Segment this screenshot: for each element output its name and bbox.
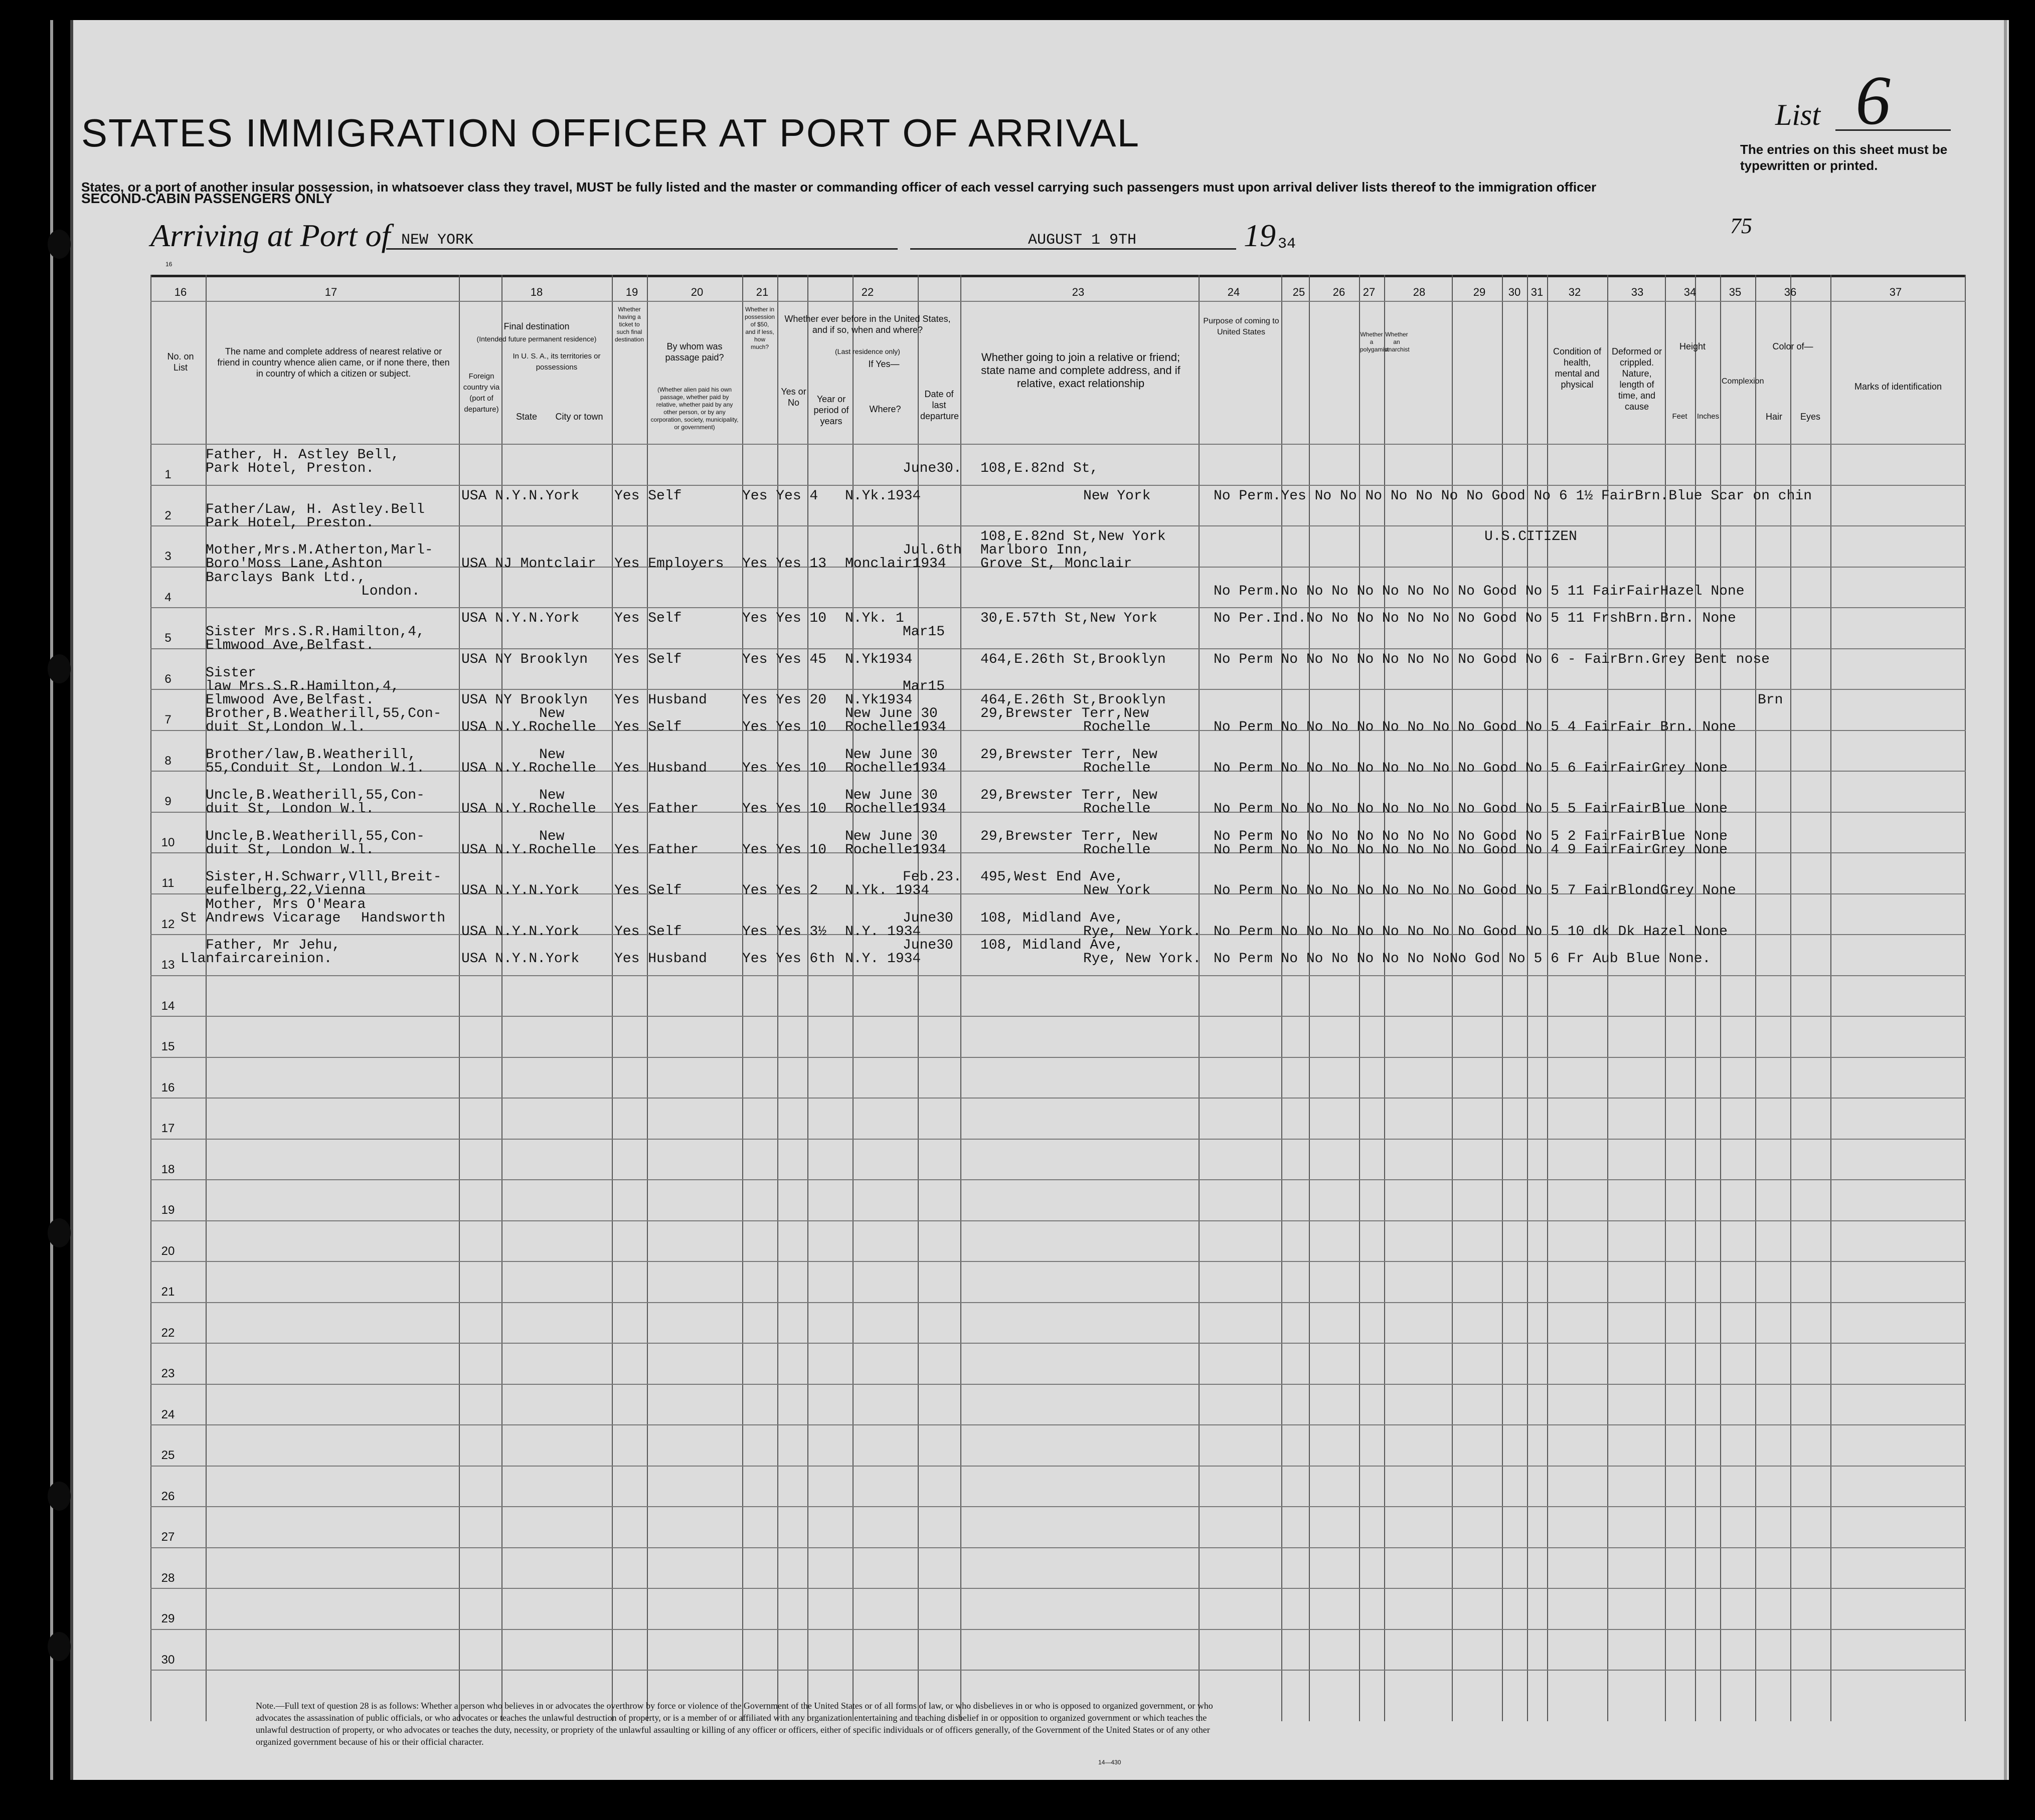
header-condition: Condition of health, mental and physical xyxy=(1553,346,1602,390)
entry-poss: Yes Yes 4 xyxy=(742,488,818,504)
row-number: 4 xyxy=(164,590,172,604)
entry-join: 29,Brewster Terr,New xyxy=(980,706,1149,721)
entry-ticket: Yes Self xyxy=(614,719,682,735)
entry-poss: Yes Yes 10 xyxy=(742,719,827,735)
row-rule xyxy=(150,1057,1966,1058)
entry-ticket: Yes Self xyxy=(614,611,682,626)
entry-poss: Yes Yes 13 xyxy=(742,556,827,572)
entry-relative-indent: Handsworth xyxy=(361,910,446,926)
header-passage-sub: (Whether alien paid his own passage, whether paid by relative, whether paid by any other person, or by any corporation, society, municipality, or government) xyxy=(650,386,739,431)
row-number: 2 xyxy=(164,508,172,522)
row-rule xyxy=(150,1098,1966,1099)
entry-tail: No Perm No No No No No No NoNo God No 5 6 Fr Aub Blue None. xyxy=(1214,951,1711,967)
entry-relative: Mother, Mrs O'Meara xyxy=(206,896,366,913)
entry-relative: Sister Mrs.S.R.Hamilton,4, xyxy=(206,624,425,640)
instruction-text: States, or a port of another insular possession, in whatsoever class they travel, MUST be fully listed and the master or commanding officer of each vessel carrying such passengers must upon arrival deliver lists thereof to the immigration officer xyxy=(81,179,1597,195)
column-rule xyxy=(1199,275,1200,1721)
entry-poss: Yes Yes 10 xyxy=(742,842,827,858)
header-passage: By whom was passage paid? xyxy=(665,341,724,362)
entry-dest: USA N.Y.Rochelle xyxy=(461,801,596,817)
entry-relative: duit St,London W.l. xyxy=(206,719,366,735)
row-rule xyxy=(150,648,1966,649)
table-top-rule xyxy=(150,275,1966,277)
column-rule xyxy=(459,275,460,1721)
entry-tail: No Perm No No No No No No No No Good No 5 6 FairFairGrey None xyxy=(1214,760,1728,776)
header-no-on-list: No. on List xyxy=(167,351,194,373)
sheet-edge-right xyxy=(2004,20,2007,1780)
entry-dest: USA N.Y.Rochelle xyxy=(461,760,596,776)
header-bottom-rule xyxy=(150,444,1966,445)
entry-ticket: Yes Father xyxy=(614,801,699,817)
entry-dest: USA N.Y.N.York xyxy=(461,924,580,940)
year-prefix: 19 xyxy=(1244,218,1276,253)
row-number: 1 xyxy=(164,468,172,481)
entry-where: N.Y. 1934 xyxy=(845,951,921,967)
year-suffix: 34 xyxy=(1278,236,1296,253)
row-number: 12 xyxy=(161,917,175,931)
column-number: 31 xyxy=(1531,286,1544,298)
column-rule xyxy=(206,275,207,1721)
row-number: 8 xyxy=(164,754,172,768)
entry-citizen: U.S.CITIZEN xyxy=(1484,529,1577,544)
entry-where: N.Yk. 1934 xyxy=(845,883,930,898)
entry-relative-indent: London. xyxy=(361,583,420,599)
column-number: 28 xyxy=(1413,286,1426,298)
entry-tail: No Perm No No No No No No No No Good No 6 - FairBrn.Grey Bent nose xyxy=(1214,651,1770,667)
column-number: 26 xyxy=(1332,286,1345,298)
entry-relative: duit St, London W.l. xyxy=(206,842,375,858)
entry-join: 108,E.82nd St,New York xyxy=(980,529,1166,544)
entry-relative: Brother/law,B.Weatherill, xyxy=(206,747,417,763)
row-rule xyxy=(150,1466,1966,1467)
entry-date: June30. xyxy=(903,461,962,476)
row-number: 14 xyxy=(161,999,175,1013)
row-rule xyxy=(150,975,1966,976)
entry-relative: Father, Mr Jehu, xyxy=(206,938,341,953)
entry-date: June30 xyxy=(903,938,953,953)
row-number: 28 xyxy=(161,1571,175,1585)
entry-ticket: Yes Employers xyxy=(614,556,724,572)
header-state: State xyxy=(516,412,538,422)
header-if-yes: If Yes— xyxy=(868,359,900,369)
entry-dest: USA N.Y.Rochelle xyxy=(461,842,596,858)
row-rule xyxy=(150,1588,1966,1589)
entry-where: N.Yk1934 xyxy=(845,651,913,667)
entry-where: N.Y. 1934 xyxy=(845,924,921,940)
row-rule xyxy=(150,1139,1966,1140)
entry-poss: Yes Yes 2 xyxy=(742,883,818,898)
entry-dest-city: New xyxy=(539,828,565,844)
entry-ticket: Yes Self xyxy=(614,651,682,667)
cabin-class-text: SECOND-CABIN PASSENGERS ONLY xyxy=(81,191,332,206)
entry-join2: Rochelle xyxy=(1083,842,1151,858)
row-rule xyxy=(150,525,1966,526)
column-number: 35 xyxy=(1729,286,1742,298)
column-number: 23 xyxy=(1072,286,1085,298)
column-number: 33 xyxy=(1631,286,1644,298)
sheet-edge-left xyxy=(50,20,53,1780)
port-underline xyxy=(386,248,898,250)
row-number: 25 xyxy=(161,1448,175,1462)
entry-relative: Uncle,B.Weatherill,55,Con- xyxy=(206,788,425,803)
row-number: 9 xyxy=(164,795,172,808)
punch-hole xyxy=(48,230,71,259)
header-relative: The name and complete address of nearest relative or friend in country whence alien came, or if none there, then in country of which a citizen or subject. xyxy=(217,346,450,379)
entry-tail: No Perm No No No No No No No No Good No 5 2 FairFairBlue None xyxy=(1214,828,1728,844)
column-number: 29 xyxy=(1473,286,1486,298)
header-eyes: Eyes xyxy=(1800,412,1821,422)
list-label: List xyxy=(1775,98,1821,131)
punch-hole xyxy=(48,654,71,683)
entry-relative: Sister,H.Schwarr,Vlll,Breit- xyxy=(206,869,442,885)
entry-dest: USA N.Y.N.York xyxy=(461,883,580,898)
entry-tail: No Perm.Yes No No No No No No No Good No 6 1½ FairBrn.Blue Scar on chin xyxy=(1214,488,1812,504)
entry-join: 108, Midland Ave, xyxy=(980,910,1124,926)
entry-ticket: Yes Father xyxy=(614,842,699,858)
entry-join2: Rye, New York. xyxy=(1083,924,1202,940)
header-height: Height xyxy=(1679,341,1706,351)
entry-relative: 55,Conduit St, London W.1. xyxy=(206,760,425,776)
entry-dest: USA NJ Montclair xyxy=(461,556,596,572)
entry-poss: Yes Yes 10 xyxy=(742,801,827,817)
row-number: 24 xyxy=(161,1407,175,1421)
row-rule xyxy=(150,1670,1966,1671)
column-number: 22 xyxy=(861,286,874,298)
entry-relative: Elmwood Ave,Belfast. xyxy=(206,692,375,708)
header-ticket: Whether having a ticket to such final destination xyxy=(614,306,644,343)
row-rule xyxy=(150,1384,1966,1385)
entry-join: 29,Brewster Terr, New xyxy=(980,828,1157,844)
entry-ticket: Yes Husband xyxy=(614,692,707,708)
entry-ticket: Yes Self xyxy=(614,883,682,898)
arriving-label: Arriving at Port of xyxy=(150,218,391,253)
entry-tail: No Perm No No No No No No No No Good No 5 10 dk Dk Hazel None xyxy=(1214,924,1728,940)
entry-ticket: Yes Husband xyxy=(614,760,707,776)
column-number: 27 xyxy=(1363,286,1376,298)
entry-join2: New York xyxy=(1083,488,1151,504)
row-number: 21 xyxy=(161,1285,175,1299)
header-purpose: Purpose of coming to United States xyxy=(1203,317,1279,336)
page-title: STATES IMMIGRATION OFFICER AT PORT OF ARRIVAL xyxy=(81,111,1140,155)
row-number: 23 xyxy=(161,1367,175,1380)
header-year-period: Year or period of years xyxy=(813,394,849,426)
row-number: 30 xyxy=(161,1653,175,1667)
row-number: 6 xyxy=(164,672,172,686)
entry-ticket: Yes Husband xyxy=(614,951,707,967)
header-deformed: Deformed or crippled. Nature, length of time, and cause xyxy=(1611,346,1662,412)
typewritten-note: The entries on this sheet must be typewritten or printed. xyxy=(1740,142,1948,173)
entry-join2: New York xyxy=(1083,883,1151,898)
row-number: 5 xyxy=(164,631,172,645)
entry-where: New June 30 xyxy=(845,828,938,844)
entry-poss: Yes Yes 45 xyxy=(742,651,827,667)
entry-poss: Yes Yes 10 xyxy=(742,760,827,776)
row-rule xyxy=(150,485,1966,486)
entry-where: N.Yk1934 xyxy=(845,692,913,708)
entry-join: 29,Brewster Terr, New xyxy=(980,747,1157,763)
entry-relative-left: Llanfaircareinion. xyxy=(181,951,332,967)
entry-date: Feb.23. xyxy=(903,869,962,885)
entry-tail: No Perm No No No No No No No No Good No 5 5 FairFairBlue None xyxy=(1214,801,1728,817)
column-number: 17 xyxy=(324,286,337,298)
column-number: 24 xyxy=(1227,286,1240,298)
row-number: 18 xyxy=(161,1162,175,1176)
entry-brn: Brn xyxy=(1758,692,1783,708)
entry-relative-left: St Andrews Vicarage xyxy=(181,910,341,926)
row-number: 13 xyxy=(161,958,175,972)
row-rule xyxy=(150,1343,1966,1344)
form-number: 14—430 xyxy=(1098,1759,1121,1766)
entry-relative: law Mrs.S.R.Hamilton,4, xyxy=(206,678,400,694)
entry-date: Jul.6th xyxy=(903,542,962,558)
entry-ticket: Yes Self xyxy=(614,924,682,940)
punch-hole xyxy=(48,1482,71,1511)
header-polygamist: Whether a polygamist xyxy=(1360,331,1389,353)
entry-relative: eufelberg,22,Vienna xyxy=(206,883,366,898)
header-final-destination: Final destination xyxy=(503,321,570,331)
entry-relative: duit St, London W.l. xyxy=(206,801,375,817)
entry-join: 464,E.26th St,Brooklyn xyxy=(980,692,1166,708)
header-joining: Whether going to join a relative or friend; state name and complete address, and if relative, exact relationship xyxy=(981,351,1180,390)
entry-poss: Yes Yes 6th xyxy=(742,951,835,967)
column-number: 18 xyxy=(530,286,543,298)
entry-dest: USA N.Y.N.York xyxy=(461,611,580,626)
row-number: 15 xyxy=(161,1040,175,1053)
entry-date: Mar15 xyxy=(903,678,945,694)
row-rule xyxy=(150,1220,1966,1221)
row-rule xyxy=(150,689,1966,690)
row-number: 26 xyxy=(161,1489,175,1503)
list-number: 6 xyxy=(1855,62,1891,139)
header-city: City or town xyxy=(555,412,603,422)
row-rule xyxy=(150,1629,1966,1630)
table-border-right xyxy=(1965,275,1966,1721)
header-possession: Whether in possession of $50, and if less, how much? xyxy=(745,306,775,350)
row-rule xyxy=(150,607,1966,608)
row-rule xyxy=(150,1302,1966,1303)
entry-where: New June 30 xyxy=(845,788,938,803)
entry-poss: Yes Yes 3½ xyxy=(742,924,827,940)
entry-where: N.Yk. 1 xyxy=(845,611,904,626)
entry-relative: Father, H. Astley Bell, xyxy=(206,447,400,463)
header-feet: Feet xyxy=(1672,412,1687,421)
entry-tail: No Perm.No No No No No No No No Good No 5 11 FairFairHazel None xyxy=(1214,583,1745,599)
punch-hole xyxy=(48,1218,71,1247)
column-number: 16 xyxy=(174,286,187,298)
entry-poss: Yes Yes 20 xyxy=(742,692,827,708)
entry-join: Marlboro Inn, xyxy=(980,542,1090,558)
row-number: 27 xyxy=(161,1530,175,1544)
entry-where: Rochelle1934 xyxy=(845,760,946,776)
entry-join: Grove St, Monclair xyxy=(980,556,1132,572)
entry-tail: No Perm No No No No No No No No Good No 4 9 FairFairGrey None xyxy=(1214,842,1728,858)
column-number: 25 xyxy=(1292,286,1305,298)
punch-hole xyxy=(48,1632,71,1661)
entry-where: New June 30 xyxy=(845,747,938,763)
entry-relative: Park Hotel, Preston. xyxy=(206,461,375,476)
entry-relative: Uncle,B.Weatherill,55,Con- xyxy=(206,828,425,844)
header-yes-no: Yes or No xyxy=(781,387,806,408)
header-date-departure: Date of last departure xyxy=(920,389,959,421)
entry-relative: Sister xyxy=(206,665,256,681)
entry-dest: USA NY Brooklyn xyxy=(461,651,588,667)
entry-date: Mar15 xyxy=(903,624,945,640)
entry-join2: Rochelle xyxy=(1083,719,1151,735)
row-rule xyxy=(150,1506,1966,1507)
header-before-us-sub: (Last residence only) xyxy=(835,347,900,355)
header-complexion: Complexion xyxy=(1722,377,1764,386)
column-number: 37 xyxy=(1889,286,1902,298)
entry-join: 108, Midland Ave, xyxy=(980,938,1124,953)
entry-tail: No Perm No No No No No No No No Good No 5 4 FairFair Brn. None xyxy=(1214,719,1736,735)
entry-relative: Father/Law, H. Astley.Bell xyxy=(206,501,425,517)
footnote: Note.—Full text of question 28 is as follows: Whether a person who believes in or advocates the overthrow by force or violence of the Government of the United States or of all forms of law, or who disbelieves in or who is opposed to organized government, or who advocates the assassination of public officials, or who advocates or teaches the unlawful destruction of property, or is a member of or affiliated with any organization entertaining and teaching disbelief in or opposition to organized government or which teaches the unlawful destruction of property, or who advocates or teaches the duty, necessity, or propriety of the unlawful assaulting or killing of any officer or officers, either of specific individuals or of officers generally, of the Government of the United States or of any other organized government because of his or their official character. xyxy=(256,1701,1213,1747)
entry-dest-city: New xyxy=(539,788,565,803)
entry-join2: Rochelle xyxy=(1083,760,1151,776)
header-hair: Hair xyxy=(1765,412,1782,422)
header-where: Where? xyxy=(869,404,901,414)
row-number: 3 xyxy=(164,550,172,563)
entry-join: 108,E.82nd St, xyxy=(980,461,1099,476)
entry-join2: Rochelle xyxy=(1083,801,1151,817)
row-number: 29 xyxy=(161,1612,175,1625)
form-corner-number: 16 xyxy=(165,261,173,268)
entry-relative: Barclays Bank Ltd., xyxy=(206,570,366,586)
column-rule xyxy=(612,275,613,1721)
row-number: 17 xyxy=(161,1122,175,1135)
entry-relative: Mother,Mrs.M.Atherton,Marl- xyxy=(206,542,433,558)
entry-where: Rochelle1934 xyxy=(845,842,946,858)
entry-dest: USA NY Brooklyn xyxy=(461,692,588,708)
column-rule xyxy=(960,275,961,1721)
header-before-us: Whether ever before in the United States, and if so, when and where? xyxy=(784,314,951,335)
entry-relative: Park Hotel, Preston. xyxy=(206,515,375,531)
column-number: 36 xyxy=(1784,286,1797,298)
entry-where: Rochelle1934 xyxy=(845,801,946,817)
header-anarchist: Whether an anarchist xyxy=(1385,331,1410,353)
entry-dest: USA N.Y.N.York xyxy=(461,951,580,967)
entry-date: June30 xyxy=(903,910,953,926)
row-number: 20 xyxy=(161,1244,175,1258)
entry-relative: Brother,B.Weatherill,55,Con- xyxy=(206,706,442,721)
column-rule xyxy=(1830,275,1831,1721)
header-marks: Marks of identification xyxy=(1854,382,1942,392)
date-value: AUGUST 1 9TH xyxy=(1028,232,1137,249)
row-rule xyxy=(150,1016,1966,1017)
entry-join: 464,E.26th St,Brooklyn xyxy=(980,651,1166,667)
column-number: 34 xyxy=(1683,286,1697,298)
port-value: NEW YORK xyxy=(401,232,474,249)
column-number: 20 xyxy=(691,286,704,298)
entry-relative: Boro'Moss Lane,Ashton xyxy=(206,556,383,572)
header-color-of: Color of— xyxy=(1772,341,1813,351)
row-rule xyxy=(150,1424,1966,1425)
header-in-usa: In U. S. A., its territories or possessions xyxy=(513,352,601,372)
entry-dest: USA N.Y.Rochelle xyxy=(461,719,596,735)
entry-relative: Elmwood Ave,Belfast. xyxy=(206,638,375,653)
row-number: 22 xyxy=(161,1326,175,1340)
header-foreign-country: Foreign country via (port of departure) xyxy=(463,372,500,414)
entry-join: 29,Brewster Terr, New xyxy=(980,788,1157,803)
entry-dest-city: New xyxy=(539,706,565,721)
entry-dest: USA N.Y.N.York xyxy=(461,488,580,504)
entry-poss: Yes Yes 10 xyxy=(742,611,827,626)
header-rule xyxy=(150,301,1966,302)
row-rule xyxy=(150,1547,1966,1548)
entry-where: Rochelle1934 xyxy=(845,719,946,735)
row-number: 10 xyxy=(161,835,175,849)
column-number: 21 xyxy=(756,286,769,298)
entry-tail: No Per.Ind.No No No No No No No Good No 5 11 FrshBrn.Brn. None xyxy=(1214,611,1736,626)
column-number: 30 xyxy=(1508,286,1521,298)
stamp-number: 75 xyxy=(1730,214,1752,238)
header-final-destination-sub: (Intended future permanent residence) xyxy=(476,335,597,343)
column-number: 32 xyxy=(1568,286,1581,298)
entry-join: 30,E.57th St,New York xyxy=(980,611,1157,626)
entry-where: New June 30 xyxy=(845,706,938,721)
row-number: 7 xyxy=(164,713,172,726)
column-number: 19 xyxy=(625,286,638,298)
entry-ticket: Yes Self xyxy=(614,488,682,504)
row-number: 11 xyxy=(161,876,175,890)
row-number: 16 xyxy=(161,1080,175,1095)
entry-tail: No Perm No No No No No No No No Good No 5 7 FairBlondGrey None xyxy=(1214,883,1736,898)
row-rule xyxy=(150,1261,1966,1262)
entry-where: N.Yk.1934 xyxy=(845,488,921,504)
row-rule xyxy=(150,1179,1966,1180)
list-underline xyxy=(1835,129,1951,131)
entry-join2: Rye, New York. xyxy=(1083,951,1202,967)
table-border-left xyxy=(150,275,151,1721)
header-inches: Inches xyxy=(1697,412,1720,421)
entry-dest-city: New xyxy=(539,747,565,763)
entry-where: Monclair1934 xyxy=(845,556,946,572)
date-underline xyxy=(910,248,1236,250)
row-number: 19 xyxy=(161,1203,175,1217)
entry-join: 495,West End Ave, xyxy=(980,869,1124,885)
